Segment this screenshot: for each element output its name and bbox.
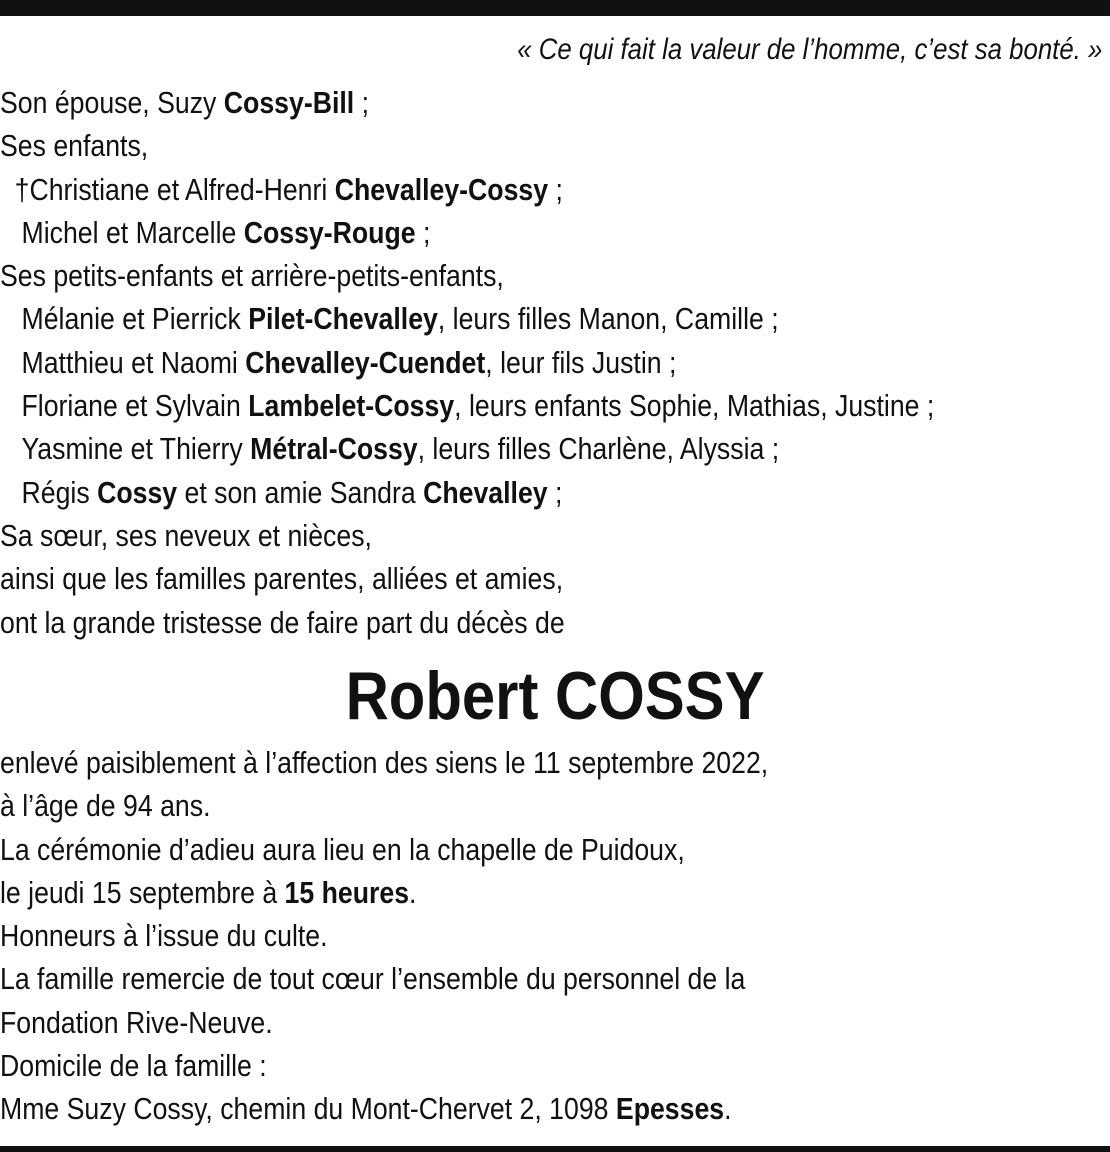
thanks-line: La famille remercie de tout cœur l’ensemble du personnel de la [0,961,746,997]
child-line-1: †Christiane et Alfred-Henri Chevalley-Cossy ; [14,171,563,207]
ceremony-time-line: le jeudi 15 septembre à 15 heures. [0,874,417,910]
top-rule [0,0,1110,16]
announcement-line: ont la grande tristesse de faire part du décès de [0,604,565,640]
grandchild-line-1: Mélanie et Pierrick Pilet-Chevalley, leurs filles Manon, Camille ; [21,301,779,337]
grandchildren-heading: Ses petits-enfants et arrière-petits-enfants, [0,258,504,294]
foundation-line: Fondation Rive-Neuve. [0,1004,273,1040]
funeral-details [0,741,893,1131]
address-line: Mme Suzy Cossy, chemin du Mont-Chervet 2, 1098 Epesses. [0,1091,732,1127]
bottom-rule [0,1146,1110,1152]
age-line: à l’âge de 94 ans. [0,788,211,824]
address-heading: Domicile de la famille : [0,1048,267,1084]
child-line-2: Michel et Marcelle Cossy-Rouge ; [21,214,431,250]
family-list [0,81,1086,644]
honors-line: Honneurs à l’issue du culte. [0,918,328,954]
grandchild-line-4: Yasmine et Thierry Métral-Cossy, leurs filles Charlène, Alyssia ; [21,431,780,467]
grandchild-line-2: Matthieu et Naomi Chevalley-Cuendet, leur fils Justin ; [21,344,677,380]
relatives-line: ainsi que les familles parentes, alliées et amies, [0,561,564,597]
ceremony-place-line: La cérémonie d’adieu aura lieu en la chapelle de Puidoux, [0,831,685,867]
epigraph-quote: « Ce qui fait la valeur de l’homme, c’est sa bonté. » [516,33,1102,66]
grandchild-line-5: Régis Cossy et son amie Sandra Chevalley ; [21,474,563,510]
death-date-line: enlevé paisiblement à l’affection des siens le 11 septembre 2022, [0,745,769,780]
children-heading: Ses enfants, [0,128,149,164]
grandchild-line-3: Floriane et Sylvain Lambelet-Cossy, leurs enfants Sophie, Mathias, Justine ; [21,388,935,424]
deceased-name: Robert COSSY [345,658,765,734]
spouse-line: Son épouse, Suzy Cossy-Bill ; [0,85,370,120]
siblings-line: Sa sœur, ses neveux et nièces, [0,517,372,553]
